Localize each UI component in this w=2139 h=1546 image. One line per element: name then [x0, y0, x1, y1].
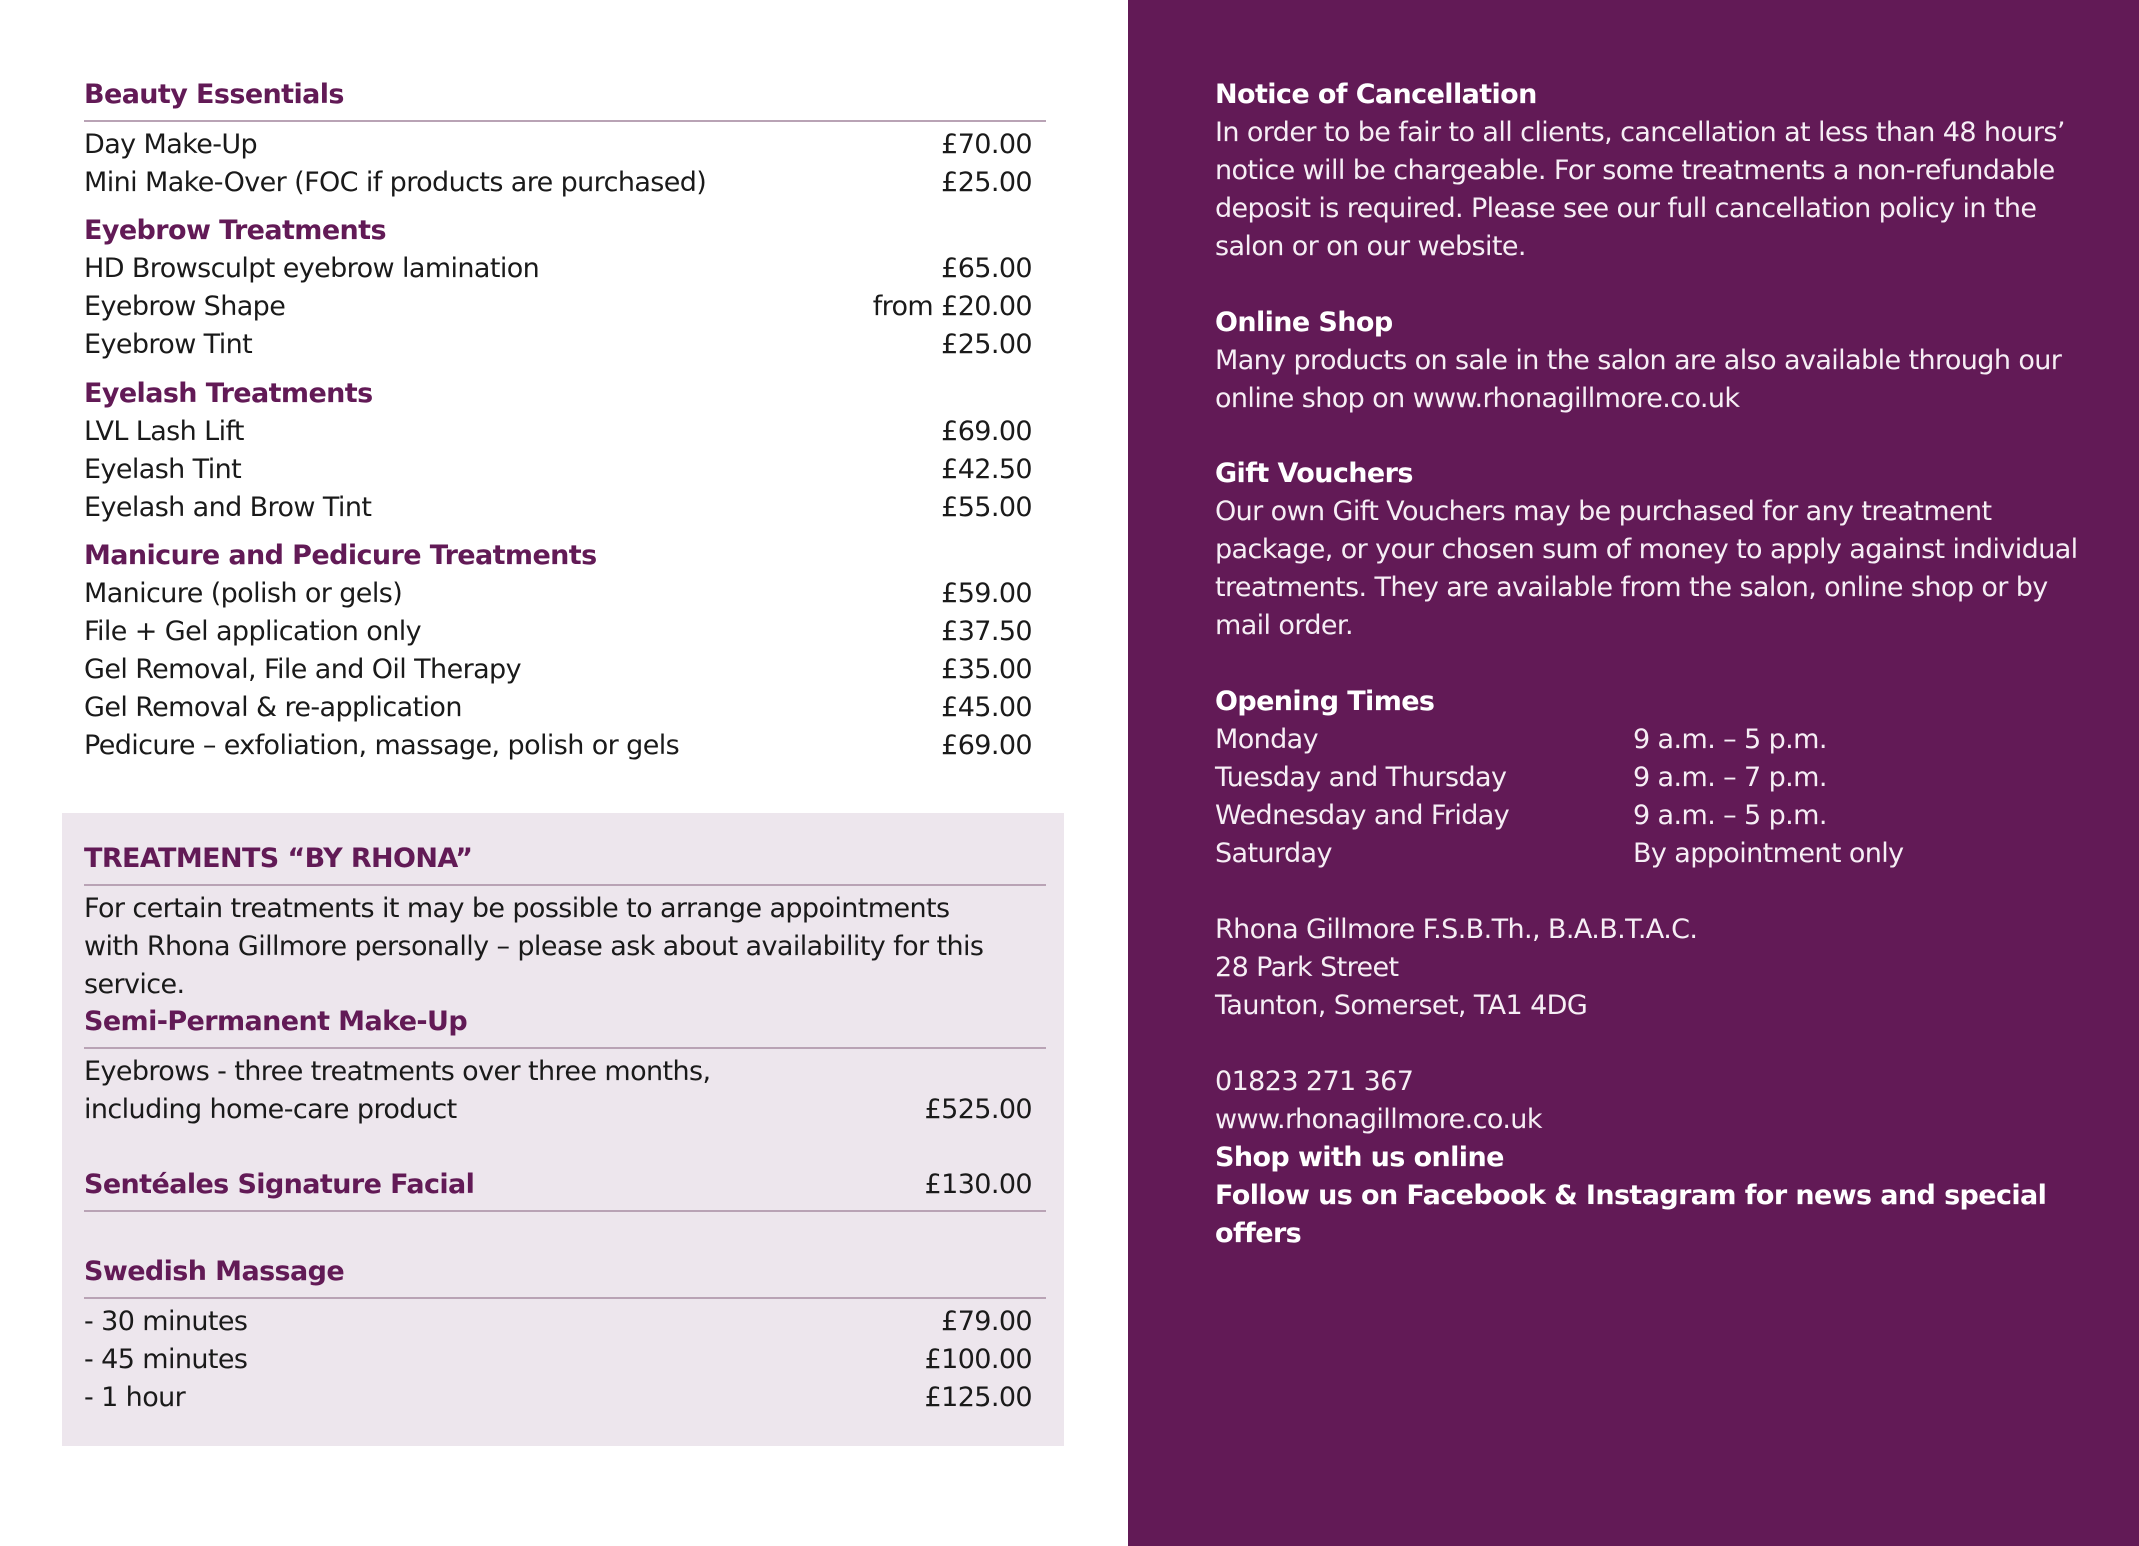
opening-times [1215, 683, 2095, 873]
price-row [84, 451, 1046, 489]
section-title: Semi-Permanent Make-Up [84, 1003, 1046, 1049]
info-line: treatments. They are available from the salon, online shop or by [1215, 572, 2048, 603]
website-link[interactable]: www.rhonagillmore.co.uk [1215, 1104, 1542, 1135]
treatment-price: £37.50 [941, 616, 1032, 647]
treatment-name: Mini Make-Over (FOC if products are purchased) [84, 167, 707, 198]
price-row [84, 651, 1046, 689]
section-eyebrow-treatments [84, 212, 1046, 364]
price-row [84, 288, 1046, 326]
info-line: notice will be chargeable. For some treatments a non-refundable [1215, 155, 2055, 186]
treatment-price: £100.00 [924, 1344, 1032, 1375]
treatment-name: - 45 minutes [84, 1344, 248, 1375]
price-row [84, 689, 1046, 727]
price-row [84, 575, 1046, 613]
section-by-rhona [84, 840, 1046, 1004]
treatment-price: £45.00 [941, 692, 1032, 723]
gift-vouchers-info [1215, 455, 2095, 645]
salon-address [1215, 911, 2095, 1025]
treatment-name: Eyelash and Brow Tint [84, 492, 372, 523]
treatment-name: Eyebrow Tint [84, 329, 253, 360]
hours-row [1215, 835, 2095, 873]
section-title: Swedish Massage [84, 1253, 1046, 1299]
price-row [84, 126, 1046, 164]
price-row [84, 613, 1046, 651]
day-label: Saturday [1215, 838, 1332, 869]
hours-value: By appointment only [1633, 838, 1904, 869]
price-row [84, 727, 1046, 765]
section-title: Manicure and Pedicure Treatments [84, 540, 597, 571]
hours-value: 9 a.m. – 5 p.m. [1633, 724, 1827, 755]
treatment-price: £59.00 [941, 578, 1032, 609]
treatment-name: - 30 minutes [84, 1306, 248, 1337]
hours-row [1215, 721, 2095, 759]
price-row [84, 413, 1046, 451]
section-title: TREATMENTS “BY RHONA” [84, 840, 1046, 886]
info-title: Online Shop [1215, 307, 1393, 338]
treatment-price: £79.00 [941, 1306, 1032, 1337]
section-manicure-pedicure [84, 537, 1046, 765]
info-title: Gift Vouchers [1215, 458, 1413, 489]
info-line: online shop on www.rhonagillmore.co.uk [1215, 383, 1740, 414]
treatment-name-line1: Eyebrows - three treatments over three months, [84, 1056, 711, 1087]
price-row [84, 1303, 1046, 1341]
treatment-price: £130.00 [924, 1169, 1032, 1200]
price-row [84, 164, 1046, 202]
treatment-price: £69.00 [941, 730, 1032, 761]
phone-number: 01823 271 367 [1215, 1066, 1414, 1097]
hours-value: 9 a.m. – 7 p.m. [1633, 762, 1827, 793]
treatment-name: Gel Removal, File and Oil Therapy [84, 654, 521, 685]
price-row [84, 326, 1046, 364]
treatment-price: £525.00 [924, 1094, 1032, 1125]
treatment-price: £65.00 [941, 253, 1032, 284]
info-panel [1128, 0, 2139, 1546]
by-rhona-intro: For certain treatments it may be possible to arrange appointments with Rhona Gillmore personally – please ask about availability for this service. [84, 893, 984, 1000]
section-swedish-massage [84, 1253, 1046, 1417]
treatment-price: £70.00 [941, 129, 1032, 160]
treatment-name: Pedicure – exfoliation, massage, polish or gels [84, 730, 680, 761]
treatment-name: File + Gel application only [84, 616, 422, 647]
treatment-price: £55.00 [941, 492, 1032, 523]
treatment-price: £25.00 [941, 329, 1032, 360]
street: 28 Park Street [1215, 952, 1399, 983]
section-beauty-essentials [84, 76, 1046, 202]
info-line: deposit is required. Please see our full cancellation policy in the [1215, 193, 2037, 224]
social-follow-text: Follow us on Facebook & Instagram for news and special offers [1215, 1180, 2047, 1249]
treatment-price: from £20.00 [872, 291, 1032, 322]
day-label: Wednesday and Friday [1215, 800, 1510, 831]
section-signature-facial [84, 1166, 1046, 1212]
treatment-name: Day Make-Up [84, 129, 258, 160]
treatment-name: Eyebrow Shape [84, 291, 286, 322]
info-title: Notice of Cancellation [1215, 79, 1537, 110]
contact-info [1215, 1063, 2095, 1253]
info-line: Many products on sale in the salon are also available through our [1215, 345, 2062, 376]
treatment-price: £69.00 [941, 416, 1032, 447]
info-line: package, or your chosen sum of money to apply against individual [1215, 534, 2078, 565]
treatment-price: £125.00 [924, 1382, 1032, 1413]
info-line: salon or on our website. [1215, 231, 1526, 262]
price-row [84, 1341, 1046, 1379]
section-semi-permanent-makeup [84, 1003, 1046, 1129]
price-row [84, 489, 1046, 527]
owner-name: Rhona Gillmore F.S.B.Th., B.A.B.T.A.C. [1215, 914, 1698, 945]
info-line: mail order. [1215, 610, 1353, 641]
hours-row [1215, 759, 2095, 797]
section-title: Eyebrow Treatments [84, 215, 386, 246]
price-row [84, 250, 1046, 288]
treatment-name: Gel Removal & re-application [84, 692, 462, 723]
info-line: Our own Gift Vouchers may be purchased for any treatment [1215, 496, 1992, 527]
facial-title-row [84, 1166, 1046, 1212]
treatment-name: - 1 hour [84, 1382, 186, 1413]
treatment-name-line2: including home-care product [84, 1094, 457, 1125]
treatment-price: £35.00 [941, 654, 1032, 685]
info-title: Opening Times [1215, 686, 1435, 717]
shop-online-text: Shop with us online [1215, 1142, 1504, 1173]
section-title: Eyelash Treatments [84, 378, 373, 409]
online-shop-info [1215, 304, 2095, 418]
section-title: Sentéales Signature Facial [84, 1169, 475, 1200]
info-line: In order to be fair to all clients, cancellation at less than 48 hours’ [1215, 117, 2065, 148]
treatment-name: Manicure (polish or gels) [84, 578, 403, 609]
cancellation-notice [1215, 76, 2095, 266]
price-row [84, 1091, 1046, 1129]
hours-value: 9 a.m. – 5 p.m. [1633, 800, 1827, 831]
treatment-price: £25.00 [941, 167, 1032, 198]
price-row [84, 1379, 1046, 1417]
town: Taunton, Somerset, TA1 4DG [1215, 990, 1588, 1021]
section-title: Beauty Essentials [84, 76, 1046, 122]
day-label: Monday [1215, 724, 1318, 755]
day-label: Tuesday and Thursday [1215, 762, 1507, 793]
hours-row [1215, 797, 2095, 835]
treatment-name: Eyelash Tint [84, 454, 242, 485]
section-eyelash-treatments [84, 375, 1046, 527]
treatment-name: HD Browsculpt eyebrow lamination [84, 253, 540, 284]
treatment-price: £42.50 [941, 454, 1032, 485]
treatment-name: LVL Lash Lift [84, 416, 244, 447]
